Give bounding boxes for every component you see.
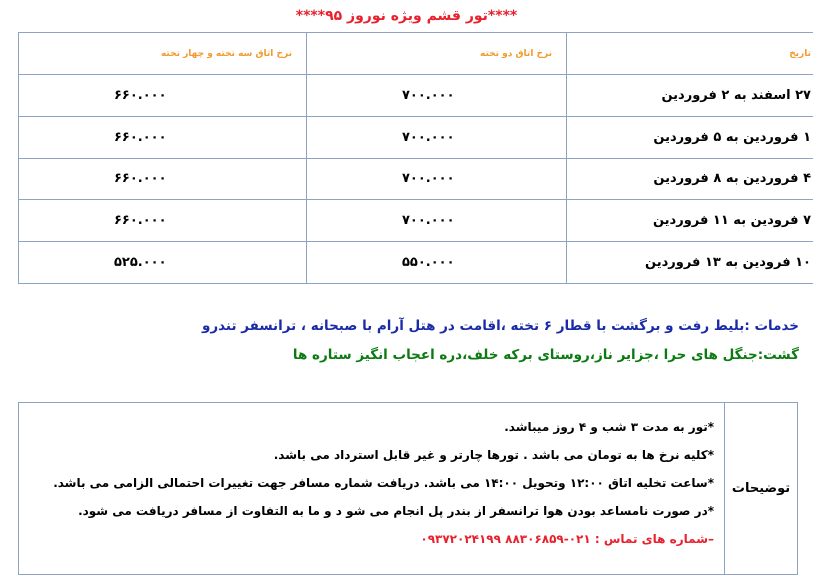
notes-table [18,402,798,575]
notes-label: توضیحات [725,403,798,575]
table-row [19,242,813,284]
triple-room-price: ۶۶۰.۰۰۰ [19,200,307,242]
header-date: تاریخ [567,33,813,75]
header-double-room: نرخ اتاق دو تخته [307,33,567,75]
double-room-price: ۷۰۰.۰۰۰ [307,116,567,158]
double-room-price: ۷۰۰.۰۰۰ [307,75,567,117]
notes-body [19,403,725,575]
table-row [19,200,813,242]
table-row [19,116,813,158]
note-item: *کلیه نرخ ها به تومان می باشد . تورها چارتر و غیر قابل استرداد می باشد. [273,448,714,462]
note-item: *ساعت تخلیه اتاق ۱۲:۰۰ وتحویل ۱۴:۰۰ می باشد. دریافت شماره مسافر جهت تغییرات احتمالی الزامی می باشد. [53,476,714,490]
triple-room-price: ۶۶۰.۰۰۰ [19,158,307,200]
contact-numbers: –شماره های تماس : ۰۲۱-۸۸۳۰۶۸۵۹ ۰۹۳۷۲۰۲۴۱۹۹ [420,532,714,546]
table-row [19,75,813,117]
header-triple-room: نرخ اتاق سه تخته و چهار تخته [19,33,307,75]
date-cell: ۲۷ اسفند به ۲ فروردین [567,75,813,117]
date-cell: ۷ فرودین به ۱۱ فروردین [567,200,813,242]
date-cell: ۱ فروردین به ۵ فروردین [567,116,813,158]
triple-room-price: ۵۲۵.۰۰۰ [19,242,307,284]
services-text: خدمات :بلیط رفت و برگشت با قطار ۶ تخته ،اقامت در هتل آرام با صبحانه ، ترانسفر تندرو [201,318,799,334]
double-room-price: ۵۵۰.۰۰۰ [307,242,567,284]
price-table-header [19,33,813,75]
note-item: *در صورت نامساعد بودن هوا ترانسفر از بندر پل انجام می شو د و ما به التفاوت از مسافر دریافت می شود. [78,504,714,518]
double-room-price: ۷۰۰.۰۰۰ [307,158,567,200]
page-title: ****تور قشم ویژه نوروز ۹۵**** [295,8,518,24]
date-cell: ۴ فروردین به ۸ فروردین [567,158,813,200]
triple-room-price: ۶۶۰.۰۰۰ [19,116,307,158]
note-item: *تور به مدت ۳ شب و ۴ روز میباشد. [504,420,714,434]
price-table [18,32,813,284]
triple-room-price: ۶۶۰.۰۰۰ [19,75,307,117]
table-row [19,158,813,200]
tours-text: گشت:جنگل های حرا ،جزایر ناز،روستای برکه خلف،دره اعجاب انگیز ستاره ها [292,347,799,363]
double-room-price: ۷۰۰.۰۰۰ [307,200,567,242]
date-cell: ۱۰ فرودین به ۱۳ فروردین [567,242,813,284]
